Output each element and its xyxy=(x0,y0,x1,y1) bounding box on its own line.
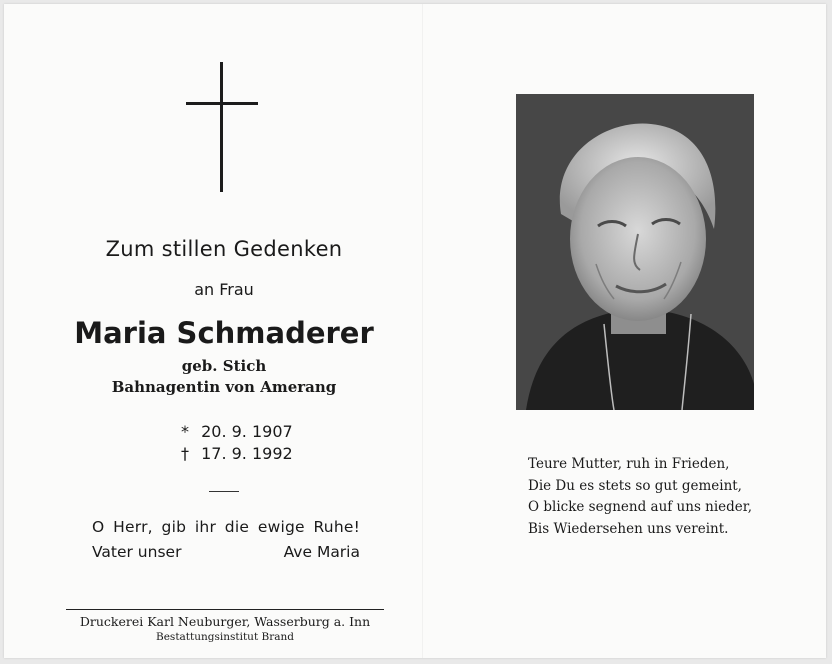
birth-name: geb. Stich xyxy=(181,357,267,375)
portrait-photo xyxy=(516,94,754,410)
poem-line: Bis Wiedersehen uns vereint. xyxy=(528,520,729,537)
salutation: an Frau xyxy=(194,280,254,299)
birth-date-row xyxy=(174,422,293,441)
death-cross-icon: † xyxy=(181,444,189,463)
divider xyxy=(209,491,239,492)
poem-line: Teure Mutter, ruh in Frieden, xyxy=(528,456,730,472)
birth-date: 20. 9. 1907 xyxy=(201,422,293,441)
prayer-left: Vater unser xyxy=(92,543,182,561)
occupation: Bahnagentin von Amerang xyxy=(111,378,337,396)
death-date-row xyxy=(174,444,293,463)
deceased-name: Maria Schmaderer xyxy=(74,316,374,350)
memorial-card xyxy=(4,4,826,658)
prayer-right: Ave Maria xyxy=(283,543,360,561)
printer-rule xyxy=(66,609,384,610)
birth-star-icon: * xyxy=(181,422,189,441)
fold-line xyxy=(422,4,423,658)
poem-line: O blicke segnend auf uns nieder, xyxy=(528,499,753,515)
printer-credit: Druckerei Karl Neuburger, Wasserburg a. Inn xyxy=(79,614,371,629)
cross-icon xyxy=(186,62,258,192)
funeral-institute: Bestattungsinstitut Brand xyxy=(156,631,294,643)
prayer-line: O Herr, gib ihr die ewige Ruhe! xyxy=(92,518,360,536)
death-date: 17. 9. 1992 xyxy=(201,444,293,463)
poem xyxy=(528,454,768,540)
heading: Zum stillen Gedenken xyxy=(105,237,343,261)
prayer-row xyxy=(92,543,360,561)
poem-line: Die Du es stets so gut gemeint, xyxy=(528,477,742,494)
